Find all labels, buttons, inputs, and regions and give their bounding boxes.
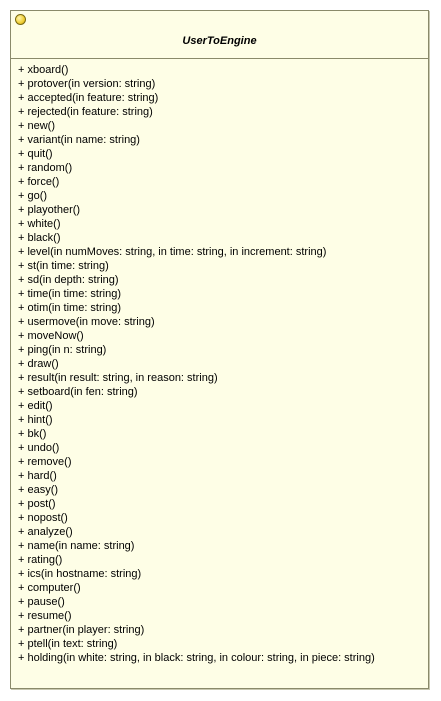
operation-item[interactable]: + go()	[18, 190, 48, 202]
class-stereotype-icon	[15, 14, 26, 25]
operation-item[interactable]: + sd(in depth: string)	[18, 274, 119, 286]
uml-class-box[interactable]	[10, 10, 429, 689]
operation-item[interactable]: + post()	[18, 498, 56, 510]
operation-item[interactable]: + level(in numMoves: string, in time: string, in increment: string)	[18, 246, 327, 258]
operation-item[interactable]: + pause()	[18, 596, 65, 608]
operation-item[interactable]: + ping(in n: string)	[18, 344, 107, 356]
operation-item[interactable]: + playother()	[18, 204, 81, 216]
operation-item[interactable]: + computer()	[18, 582, 81, 594]
operation-item[interactable]: + setboard(in fen: string)	[18, 386, 138, 398]
operation-item[interactable]: + analyze()	[18, 526, 73, 538]
operation-item[interactable]: + remove()	[18, 456, 72, 468]
operation-item[interactable]: + partner(in player: string)	[18, 624, 145, 636]
operation-item[interactable]: + accepted(in feature: string)	[18, 92, 159, 104]
operation-item[interactable]: + new()	[18, 120, 55, 132]
class-name: UserToEngine	[182, 35, 257, 47]
operation-item[interactable]: + moveNow()	[18, 330, 84, 342]
operation-item[interactable]: + edit()	[18, 400, 53, 412]
operation-item[interactable]: + holding(in white: string, in black: string, in colour: string, in piece: string)	[18, 652, 375, 664]
operation-item[interactable]: + bk()	[18, 428, 47, 440]
operation-item[interactable]: + force()	[18, 176, 60, 188]
operation-item[interactable]: + xboard()	[18, 64, 69, 76]
operation-item[interactable]: + rating()	[18, 554, 63, 566]
operation-item[interactable]: + easy()	[18, 484, 59, 496]
operation-item[interactable]: + protover(in version: string)	[18, 78, 156, 90]
operation-item[interactable]: + quit()	[18, 148, 53, 160]
operation-item[interactable]: + result(in result: string, in reason: string)	[18, 372, 218, 384]
operation-item[interactable]: + name(in name: string)	[18, 540, 135, 552]
operation-item[interactable]: + hint()	[18, 414, 53, 426]
operation-item[interactable]: + st(in time: string)	[18, 260, 109, 272]
operation-item[interactable]: + usermove(in move: string)	[18, 316, 155, 328]
operation-item[interactable]: + ptell(in text: string)	[18, 638, 118, 650]
operation-item[interactable]: + random()	[18, 162, 73, 174]
operation-item[interactable]: + variant(in name: string)	[18, 134, 140, 146]
operation-item[interactable]: + hard()	[18, 470, 57, 482]
operation-item[interactable]: + time(in time: string)	[18, 288, 121, 300]
operation-item[interactable]: + white()	[18, 218, 61, 230]
compartment-divider	[11, 58, 428, 59]
operation-item[interactable]: + black()	[18, 232, 61, 244]
operations-compartment	[18, 63, 375, 665]
operation-item[interactable]: + rejected(in feature: string)	[18, 106, 153, 118]
operation-item[interactable]: + ics(in hostname: string)	[18, 568, 142, 580]
operation-item[interactable]: + draw()	[18, 358, 59, 370]
operation-item[interactable]: + nopost()	[18, 512, 68, 524]
operation-item[interactable]: + resume()	[18, 610, 72, 622]
operation-item[interactable]: + undo()	[18, 442, 60, 454]
operation-item[interactable]: + otim(in time: string)	[18, 302, 121, 314]
